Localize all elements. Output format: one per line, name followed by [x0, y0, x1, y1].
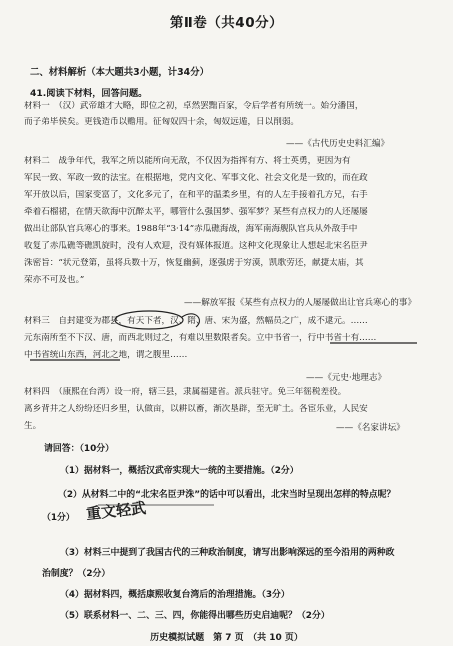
page-footer: 历史模拟试题 第 7 页 （共 10 页） [150, 633, 303, 643]
questions-prompt: 请回答：（10分） [44, 444, 115, 454]
question-1: （1）据材料一，概括汉武帝实现大一统的主要措施。（2分） [60, 466, 299, 476]
material3-line-2: 元东南所至不下汉、唐，而西北则过之，有难以里数限者矣。立中书省一，行中书省十有…… [24, 333, 377, 343]
question-4: （4）据材料四，概括康熙收复台湾后的治理措施。（3分） [60, 590, 290, 600]
material4-line-2: 离乡背井之人纷纷还归乡里，认做亩，以耕以畜，渐次垦辟，至无旷土。各宦乐业，人民安 [24, 404, 368, 414]
question-3-line-2: 治制度？（2分） [42, 569, 111, 579]
material1-line-2: 而子弟毕侯矣。更钱造币以赡用。征匈奴四十余，匈奴远遁，日以削弱。 [24, 117, 300, 127]
material2-line-1: 材料二 战争年代，我军之所以能所向无敌，不仅因为指挥有方、将士英勇，更因为有 [24, 156, 351, 166]
question-5: （5）联系材料一、二、三、四，你能得出哪些历史启迪呢？（2分） [60, 611, 330, 621]
material2-line-7: 洙密旨：“状元登第，虽将兵数十万，恢复幽蓟，逐强虏于穷漠，凯歌劳还，献捷太庙，其 [24, 258, 364, 268]
section-heading: 二、材料解析（本大题共3小题，计34分） [30, 67, 209, 78]
material4-line-3: 生。 [24, 421, 42, 431]
material4-source: ——《名家讲坛》 [336, 423, 405, 433]
material2-line-5: 做出让部队官兵寒心的事来。1988年“3·14”赤瓜礁海战，海军南海舰队官兵从外敌手中 [24, 224, 358, 234]
handwritten-answer: 重文轻武 [85, 498, 147, 524]
question-2-line-1: （2）从材料二中的“北宋名臣尹洙”的话中可以看出，北宋当时呈现出怎样的特点呢？ [58, 490, 396, 500]
material3-line-1: 材料三 自封建变为郡县，有天下者，汉、隋、唐、宋为盛，然幅员之广，成不逮元。…… [24, 316, 368, 326]
material2-source: ——解放军报《某些有点权力的人屡屡做出让官兵寒心的事》 [184, 298, 417, 308]
paper-section-title: 第Ⅱ卷（共40分） [169, 15, 284, 31]
question-heading: 41.阅读下材料，回答问题。 [30, 88, 148, 99]
material2-line-2: 军民一致、军政一致的法宝。在根据地，党内文化、军事文化、社会文化是一致的，而在政 [24, 173, 368, 183]
question-3-line-1: （3）材料三中提到了我国古代的三种政治制度，请写出影响深远的至今沿用的两种政 [60, 548, 395, 558]
material2-line-8: 荣亦不可及也。” [24, 275, 85, 285]
material2-line-4: 牵着石榴裙，在情天欲海中沉醉太平，哪管什么强国梦、强军梦？某些有点权力的人还屡屡 [24, 207, 368, 217]
material3-source: ——《元史·地理志》 [306, 373, 387, 383]
material2-line-6: 收复了赤瓜礁等礁凯旋时，没有人欢迎，没有媒体报道。这种文化现象让人想起北宋名臣尹 [24, 241, 368, 251]
material1-line-1: 材料一 （汉）武帝雄才大略，即位之初，卓然罢黜百家，令后学者有所统一。始分潘国， [24, 101, 364, 111]
material2-line-3: 军开放以后，国家变富了，文化多元了，在和平的温柔乡里，有的人左手接着孔方兄，右手 [24, 190, 368, 200]
material4-line-1: 材料四 （康熙在台湾）设一府，辖三县，隶属福建省。派兵驻守。免三年徭税差役。 [24, 387, 347, 397]
question-2-line-2: （1分） [42, 513, 75, 523]
material1-source: ——《古代历史史料汇编》 [286, 139, 390, 149]
material3-line-3: 中书省统山东西，河北之地，谓之腹里…… [24, 350, 188, 360]
